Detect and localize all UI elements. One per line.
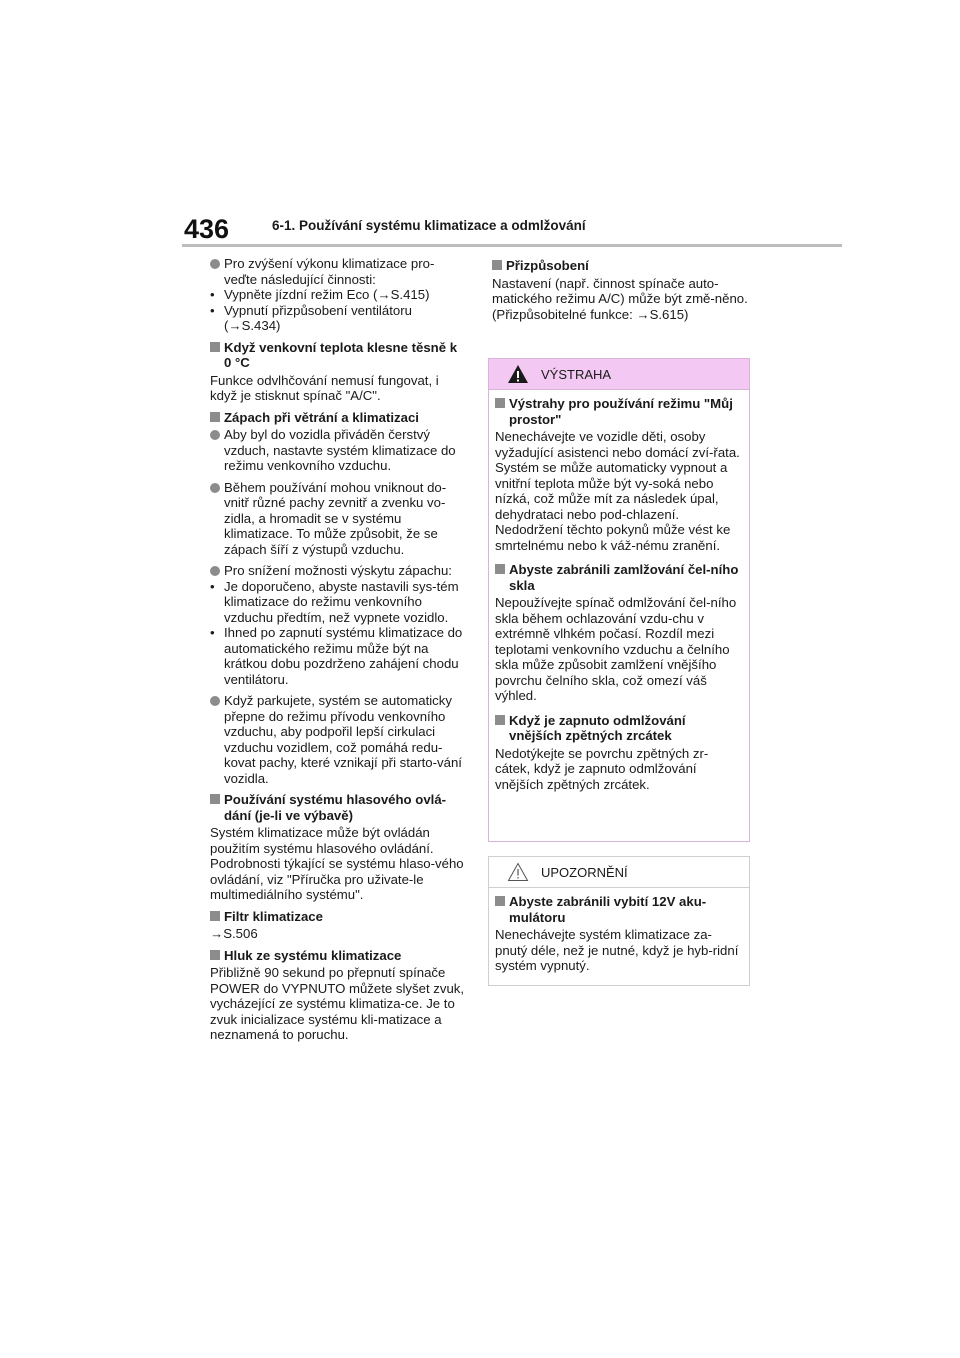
left-column <box>210 256 466 1049</box>
paragraph: Nedotýkejte se povrchu zpětných zr-cátek, když je zapnuto odmlžování vnějších zpětných zrcátek. <box>495 745 709 792</box>
warning-box <box>488 358 750 842</box>
bullet-item: Během používání mohou vniknout do-vnitř různé pachy zevnitř a zvenku vo-zidla, a hromadit se v systému klimatizace. To může způsobit, že se zápach šíří z výstupů vzduchu. <box>210 480 466 558</box>
section-heading: Abyste zabránili zamlžování čel-ního skla <box>495 562 741 593</box>
dash-item: • Vypnutí přizpůsobení ventilátoru (→S.434) <box>210 302 412 333</box>
square-bullet-icon <box>492 260 502 270</box>
dash-text: Ihned po zapnutí systému klimatizace do automatického režimu může být na krátkou dobu pozdrženo zahájení chodu ventilátoru. <box>224 625 463 687</box>
square-bullet-icon <box>210 794 220 804</box>
paragraph: (Přizpůsobitelné funkce: →S.615) <box>492 306 689 322</box>
paragraph: Nastavení (např. činnost spínače auto-matického režimu A/C) může být změ-něno. <box>492 275 748 306</box>
paragraph: Funkce odvlhčování nemusí fungovat, i když je stisknut spínač "A/C". <box>210 372 439 403</box>
paragraph: Systém klimatizace může být ovládán použitím systému hlasového ovládání. Podrobnosti týkající se systému hlaso-vého ovládání, viz "Příručka pro uživate-le multimediálního systému". <box>210 825 464 902</box>
bullet-item <box>210 256 466 334</box>
warning-icon <box>507 364 529 384</box>
circle-bullet-icon <box>210 259 220 269</box>
circle-bullet-icon <box>210 430 220 440</box>
paragraph: Přibližně 90 sekund po přepnutí spínače POWER do VYPNUTO můžete slyšet zvuk, vycházející ze systému klimatiza-ce. Je to zvuk inicializace systému kli-matizace a neznamená to poruchu. <box>210 965 465 1042</box>
section-heading: Filtr klimatizace <box>210 909 466 925</box>
paragraph: Nenechávejte systém klimatizace za-pnutý déle, než je nutné, když je hyb-ridní systém vypnutý. <box>495 927 739 973</box>
square-bullet-icon <box>210 342 220 352</box>
square-bullet-icon <box>495 564 505 574</box>
dash-item: • Je doporučeno, abyste nastavili sys-tém klimatizace do režimu venkovního vzduchu předtím, než vypnete vozidlo. <box>210 578 459 625</box>
section-heading: Když venkovní teplota klesne těsně k 0 °C <box>210 340 466 371</box>
page-number: 436 <box>184 214 230 244</box>
right-column <box>492 256 750 328</box>
square-bullet-icon <box>210 412 220 422</box>
warning-title: VÝSTRAHA <box>541 367 612 382</box>
square-bullet-icon <box>210 950 220 960</box>
dash-item: • Vypněte jízdní režim Eco (→S.415) <box>210 287 430 302</box>
bullet-item: Když parkujete, systém se automaticky přepne do režimu přívodu venkovního vzduchu, aby podpořil lepší cirkulaci vzduchu vozidlem, což pomáhá redu-kovat pachy, které vznikají při starto-vání vozidla. <box>210 693 466 786</box>
paragraph: Nenechávejte ve vozidle děti, osoby vyžadující asistenci nebo domácí zví-řata. Systém se může automaticky vypnout a vnitřní teplota může být vy-soká nebo nízká, což může mít za následek úpal, dehydrataci nebo pod-chlazení. Nedodržení těchto pokynů může vést ke smrtelnému nebo k váž-nému zranění. <box>495 429 740 553</box>
section-heading: Abyste zabránili vybití 12V aku-mulátoru <box>495 894 741 925</box>
circle-bullet-icon <box>210 483 220 493</box>
bullet-text: Pro snížení možnosti výskytu zápachu: <box>224 563 452 578</box>
bullet-item: Aby byl do vozidla přiváděn čerstvý vzduch, nastavte systém klimatizace do režimu venkovního vzduchu. <box>210 427 466 474</box>
section-title: 6-1. Používání systému klimatizace a odmlžování <box>272 218 586 233</box>
caution-box <box>488 856 750 986</box>
dash-text: Vypněte jízdní režim Eco (→S.415) <box>224 287 430 302</box>
bullet-text: Pro zvýšení výkonu klimatizace pro-veďte následující činnosti: <box>224 256 435 287</box>
section-heading: Používání systému hlasového ovlá-dání (je-li ve výbavě) <box>210 792 466 823</box>
circle-bullet-icon <box>210 696 220 706</box>
page-reference: →S.506 <box>210 926 258 941</box>
square-bullet-icon <box>210 911 220 921</box>
square-bullet-icon <box>495 896 505 906</box>
section-heading: Když je zapnuto odmlžování vnějších zpětných zrcátek <box>495 713 741 744</box>
paragraph: Nepoužívejte spínač odmlžování čel-ního skla během ochlazování vzdu-chu v extrémně vlhkém počasí. Rozdíl mezi teplotami venkovního vzduchu a čelního skla může způsobit zamlžení vnějšího povrchu čelního skla, což omezí váš výhled. <box>495 595 737 703</box>
section-heading: Zápach při větrání a klimatizaci <box>210 410 466 426</box>
dash-text: Vypnutí přizpůsobení ventilátoru (→S.434) <box>224 302 412 333</box>
caution-title: UPOZORNĚNÍ <box>541 865 628 880</box>
bullet-item <box>210 563 466 687</box>
caution-header <box>489 857 749 888</box>
warning-header <box>489 359 749 390</box>
section-heading: Výstrahy pro používání režimu "Můj prostor" <box>495 396 741 427</box>
square-bullet-icon <box>495 715 505 725</box>
header-rule <box>182 244 842 247</box>
dash-item: • Ihned po zapnutí systému klimatizace do automatického režimu může být na krátkou dobu pozdrženo zahájení chodu ventilátoru. <box>210 625 463 687</box>
circle-bullet-icon <box>210 566 220 576</box>
dash-text: Je doporučeno, abyste nastavili sys-tém klimatizace do režimu venkovního vzduchu předtím, než vypnete vozidlo. <box>224 578 459 625</box>
square-bullet-icon <box>495 398 505 408</box>
section-heading: Přizpůsobení <box>492 258 750 274</box>
caution-icon <box>507 862 529 882</box>
section-heading: Hluk ze systému klimatizace <box>210 948 466 964</box>
